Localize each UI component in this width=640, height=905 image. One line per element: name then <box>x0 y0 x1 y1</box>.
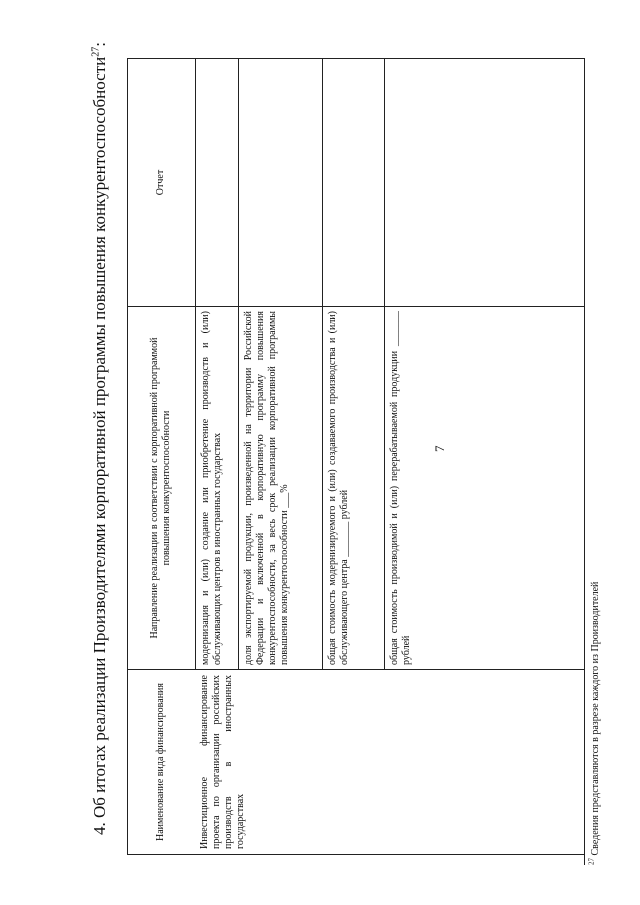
report-row-1 <box>200 63 236 303</box>
column-divider <box>127 306 585 307</box>
section-heading-suffix: : <box>90 42 109 47</box>
table-border-right <box>127 58 585 59</box>
direction-row-3: общая стоимость модернизируемого и (или) создаваемого производства и (или) обслуживающего центра _______ рублей <box>327 311 350 665</box>
footnote <box>587 365 602 865</box>
row-divider <box>195 58 196 670</box>
report-row-3 <box>327 63 381 303</box>
header-financing-type: Наименование вида финансирования <box>155 683 166 841</box>
page-number: 7 <box>432 445 447 452</box>
table-border-left <box>127 854 585 855</box>
column-divider <box>127 669 585 670</box>
report-row-2 <box>243 63 319 303</box>
report-row-4 <box>389 63 579 303</box>
footnote-reference: 27 <box>90 46 102 57</box>
footnote-number: 27 <box>587 858 596 865</box>
direction-row-4: общая стоимость производимой и (или) перерабатываемой продукции _______ рублей <box>389 311 412 665</box>
section-heading <box>90 42 110 835</box>
direction-row-2: доля экспортируемой продукции, произведенной на территории Российской Федерации и включенной в корпоративную программу повышения конкурентоспособности, за весь срок реализации корпоративной программы повышения конкурентоспособности ___% <box>243 311 290 665</box>
header-direction: Направление реализации в соответствии с корпоративной программой повышения конкурентоспособности <box>149 337 172 639</box>
financing-type-value: Инвестиционное финансирование проекта по организации российских производств в иностранных государствах <box>199 675 246 849</box>
section-heading-text: 4. Об итогах реализации Производителями корпоративной программы повышения конкурентоспособности <box>90 56 109 835</box>
footnote-divider <box>584 705 585 865</box>
header-report: Отчет <box>155 169 166 196</box>
footnote-text: Сведения представляются в разрезе каждого из Производителей <box>590 581 601 856</box>
row-divider <box>384 58 385 670</box>
row-divider <box>322 58 323 670</box>
row-divider <box>238 58 239 670</box>
direction-row-1: модернизация и (или) создание или приобретение производств и (или) обслуживающих центров в иностранных государствах <box>200 311 223 665</box>
table-border-top <box>127 58 128 855</box>
